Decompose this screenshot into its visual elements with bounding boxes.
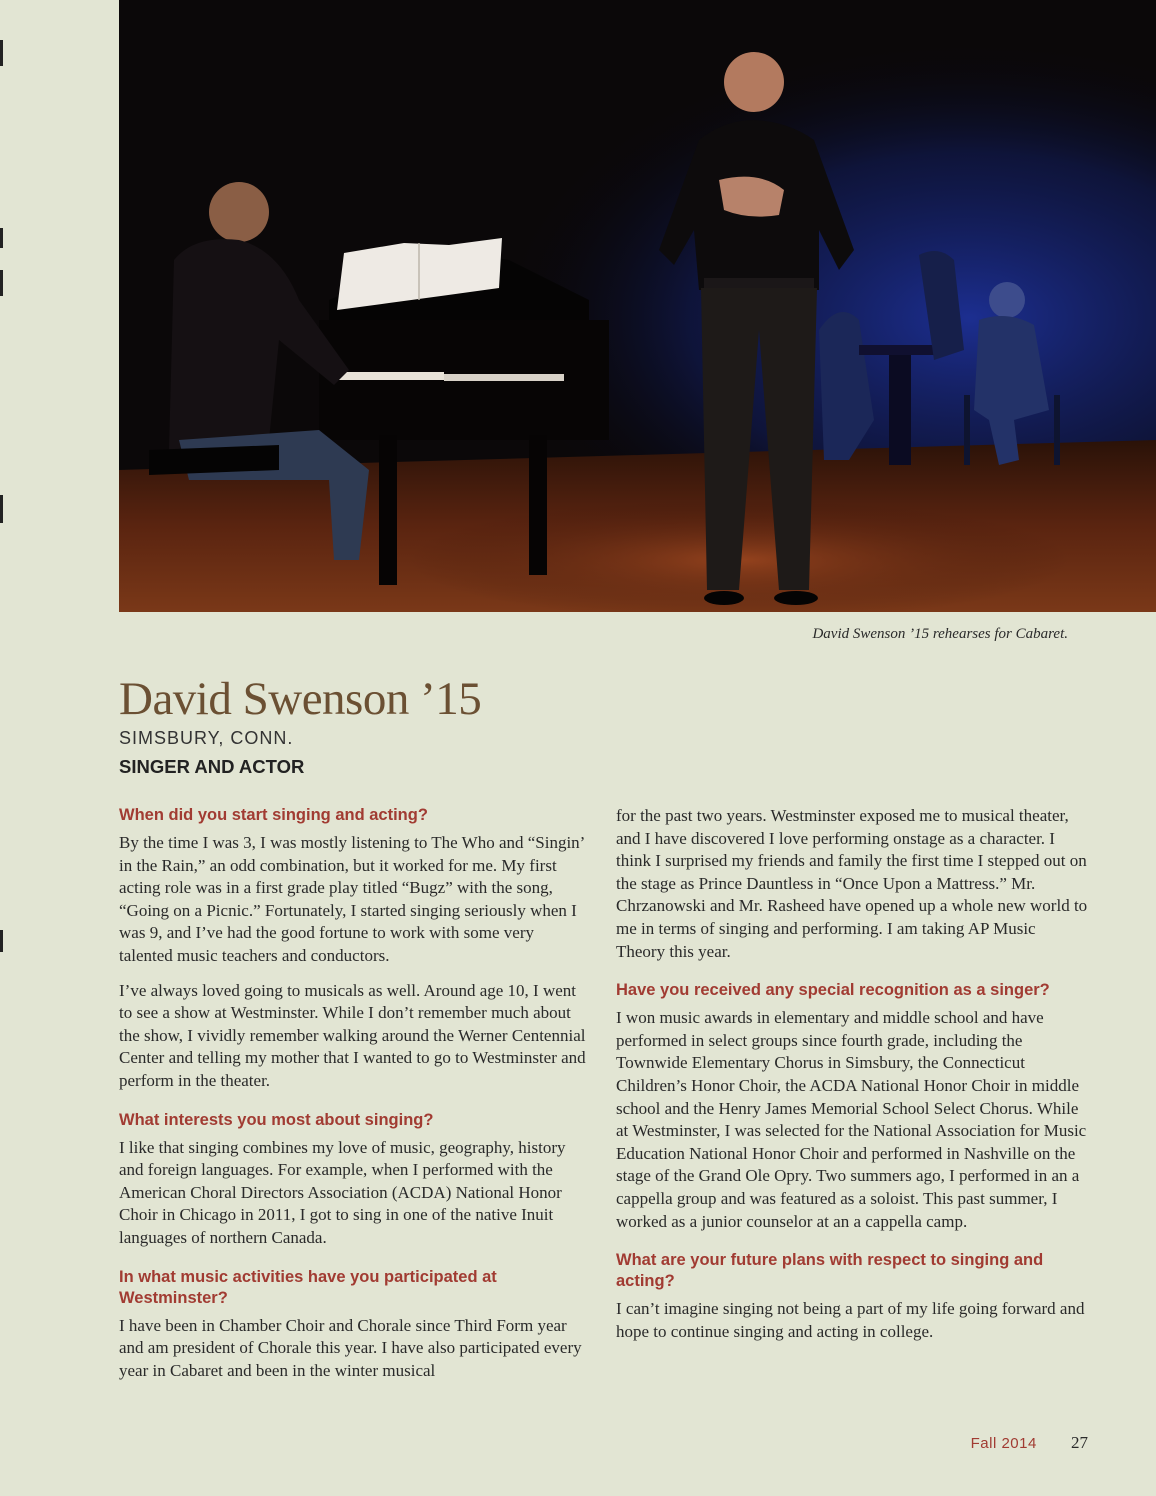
answer-paragraph: I have been in Chamber Choir and Chorale since Third Form year and am president of Chorale this year. I have also participated every year in Cabaret and been in the winter musical xyxy=(119,1315,582,1380)
answer-paragraph: for the past two years. Westminster exposed me to musical theater, and I have discovered I love performing onstage as a character. I think I surprised my friends and family the first time I stepped out on the stage as Prince Dauntless in “Once Upon a Mattress.” Mr. Chrzanowski and Mr. Rasheed have opened up a whole new world to me in terms of singing and performing. I am taking AP Music Theory this year. xyxy=(616,806,1088,961)
edge-mark xyxy=(0,228,3,248)
question-heading: What interests you most about singing? xyxy=(119,1110,434,1129)
answer-paragraph: I’ve always loved going to musicals as well. Around age 10, I went to see a show at Westminster. While I don’t remember much about the show, I vividly remember walking around the Werner Centennial Center and telling my mother that I wanted to go to Westminster and perform in the theater. xyxy=(119,980,586,1090)
article-title: David Swenson ’15 xyxy=(119,673,482,725)
stage-performance-photo xyxy=(119,0,1156,612)
answer-paragraph: I can’t imagine singing not being a part of my life going forward and hope to continue singing and acting in college. xyxy=(616,1299,1085,1341)
location: SIMSBURY, CONN. xyxy=(119,728,294,748)
answer-paragraph: I won music awards in elementary and middle school and have performed in select groups since fourth grade, including the Townwide Elementary Chorus in Simsbury, the Connecticut Children’s Honor Choir, the ACDA National Honor Choir in middle school and the Henry James Memorial School Select Chorus. While at Westminster, I was selected for the National Association for Music Education National Honor Choir and performed in Nashville on the stage of the Grand Ole Opry. Two summers ago, I performed in an a cappella group and was featured as a soloist. This past summer, I worked as a junior counselor at an a cappella camp. xyxy=(616,1008,1087,1231)
edge-mark xyxy=(0,40,3,66)
left-column xyxy=(119,805,591,1382)
question-heading: In what music activities have you participated at Westminster? xyxy=(119,1267,497,1307)
answer-paragraph: I like that singing combines my love of music, geography, history and foreign languages. For example, when I performed with the American Choral Directors Association (ACDA) National Honor Choir in Chicago in 2011, I got to sing in one of the native Inuit languages of northern Canada. xyxy=(119,1137,566,1247)
page-footer xyxy=(971,1433,1088,1453)
question-heading: When did you start singing and acting? xyxy=(119,806,428,824)
issue-label: Fall 2014 xyxy=(970,1435,1037,1452)
role-label: SINGER AND ACTOR xyxy=(119,756,305,777)
question-heading: What are your future plans with respect to singing and acting? xyxy=(616,1251,1044,1291)
answer-paragraph: By the time I was 3, I was mostly listening to The Who and “Singin’ in the Rain,” an odd combination, but it worked for me. My first acting role was in a first grade play titled “Bugz” with the song, “Going on a Picnic.” Fortunately, I started singing seriously when I was 9, and I’ve had the good fortune to work with some very talented music teachers and conductors. xyxy=(119,833,585,965)
photo-caption: David Swenson ’15 rehearses for Cabaret. xyxy=(812,626,1068,642)
edge-mark xyxy=(0,270,3,296)
edge-mark xyxy=(0,495,3,523)
right-column xyxy=(616,805,1088,1343)
edge-mark xyxy=(0,930,3,952)
page-number: 27 xyxy=(1071,1433,1088,1452)
question-heading: Have you received any special recognition as a singer? xyxy=(616,981,1050,1000)
